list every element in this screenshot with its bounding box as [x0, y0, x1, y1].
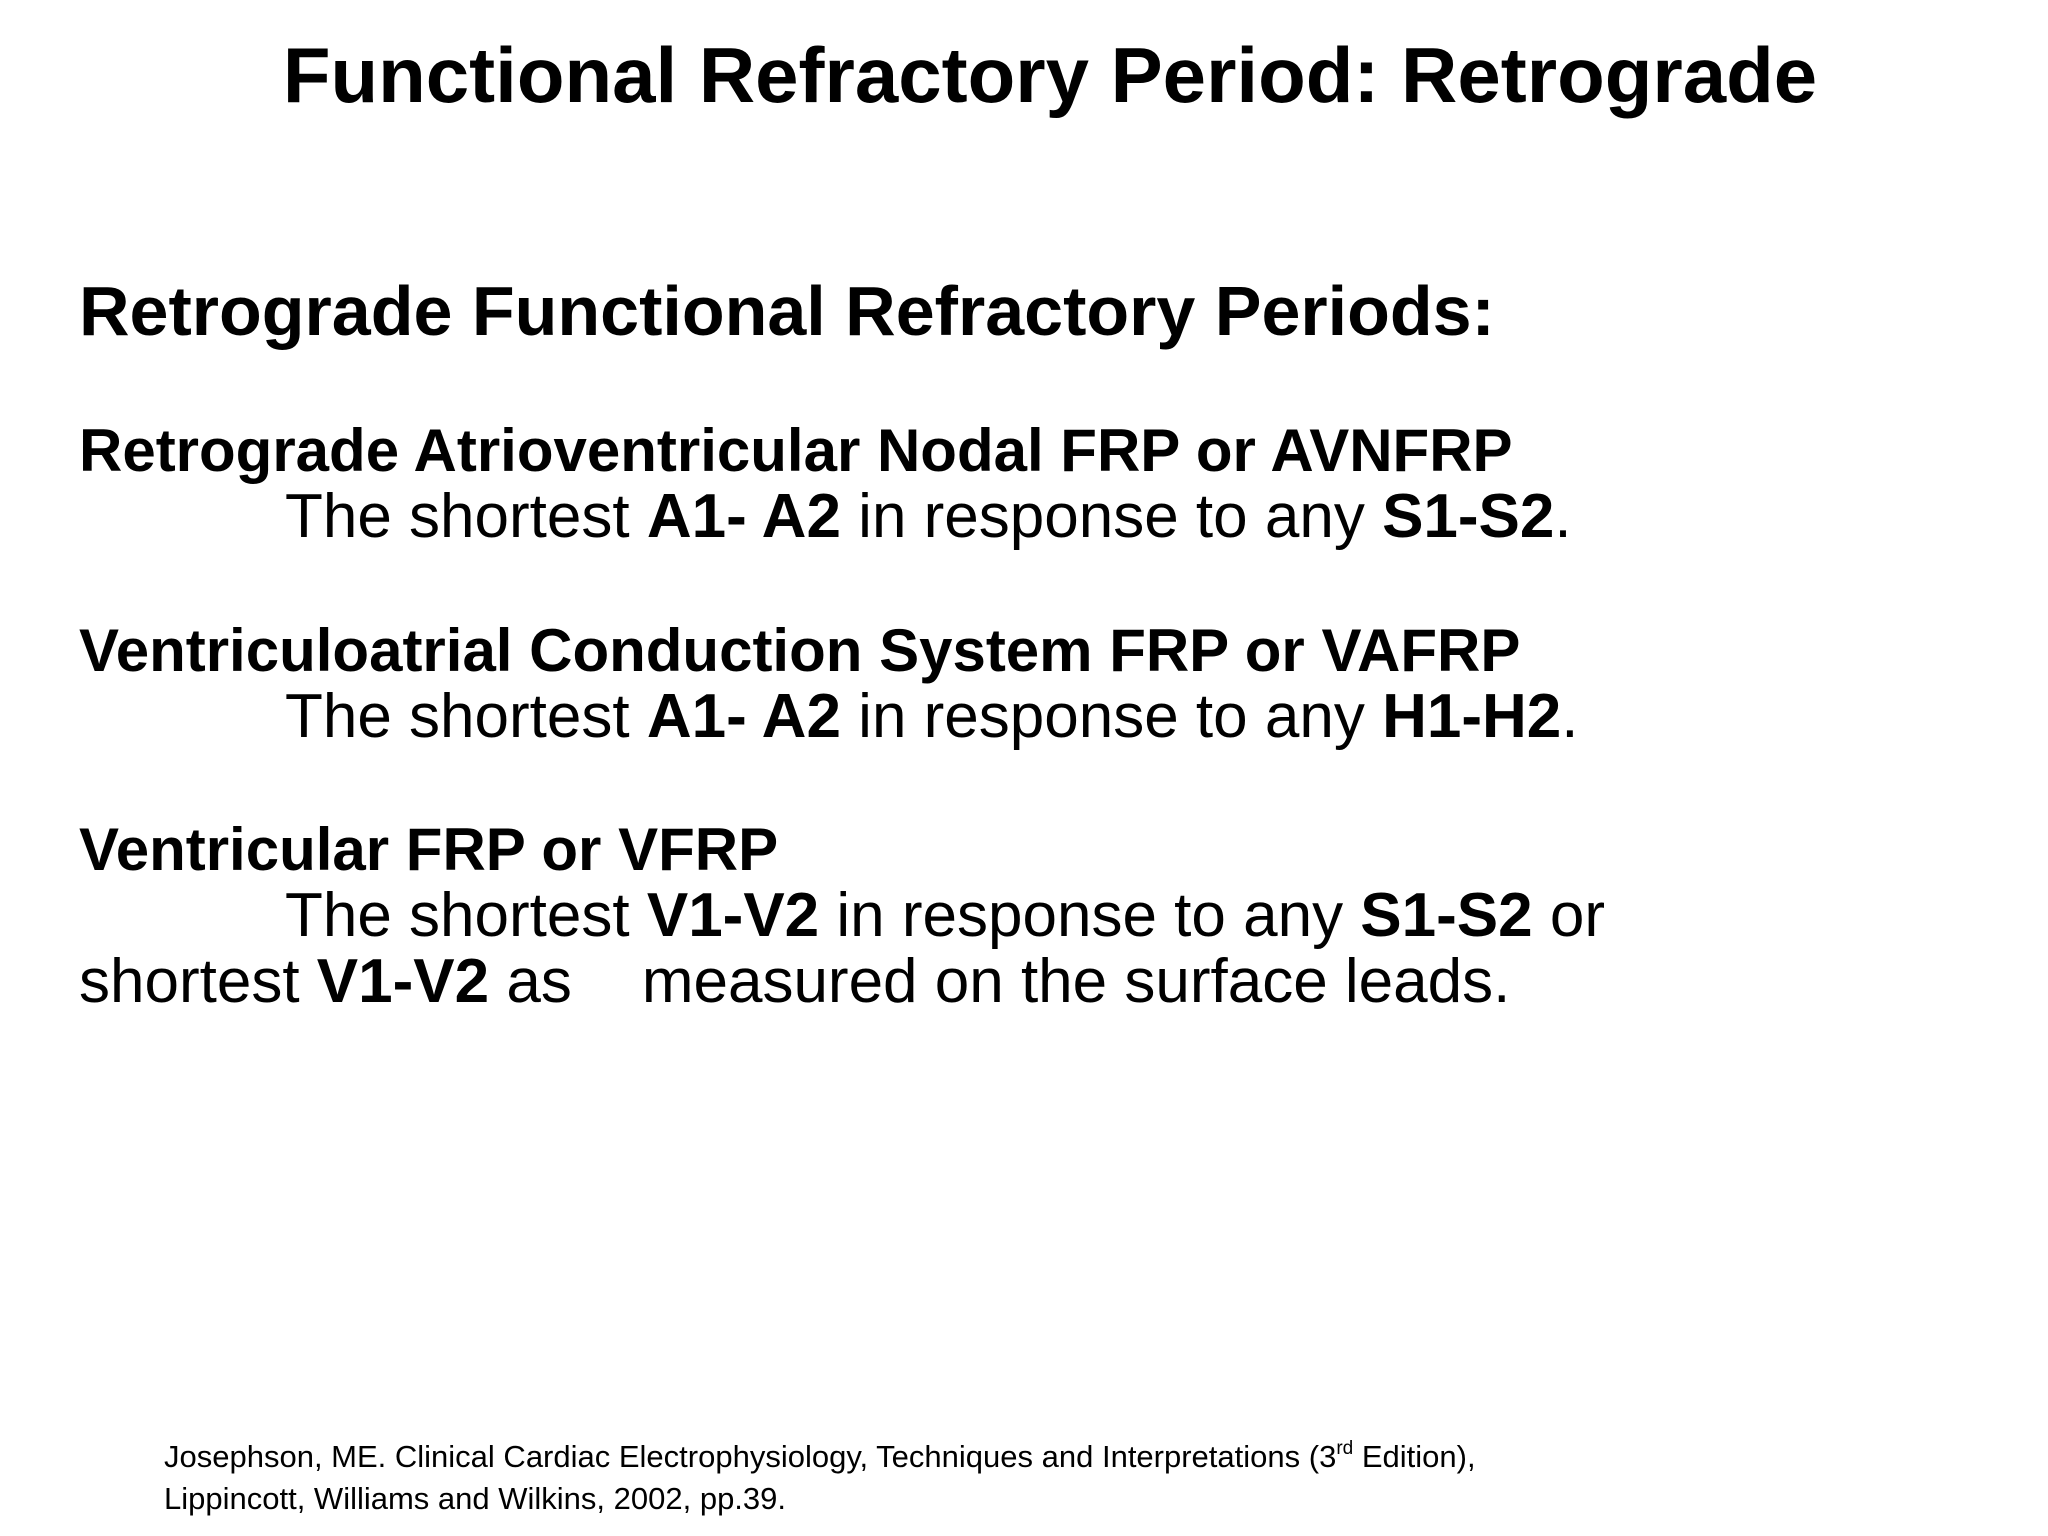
- description-text: The shortest: [285, 881, 630, 950]
- description-text: in response to any: [836, 881, 1344, 950]
- description-text: as: [506, 947, 572, 1016]
- interval-measured: V1-V2: [646, 881, 820, 950]
- reference-text: Edition),: [1353, 1439, 1476, 1474]
- reference-line-2: Lippincott, Williams and Wilkins, 2002, pp.39.: [164, 1481, 787, 1516]
- definition-description: [79, 684, 1979, 750]
- definition-vfrp: [79, 817, 1979, 1015]
- stimulus-interval: H1-H2: [1382, 682, 1562, 751]
- sentence-end: .: [1561, 682, 1579, 751]
- description-text: in response to any: [858, 682, 1365, 751]
- reference-line-1: [164, 1436, 1476, 1478]
- definition-description-continued: [79, 949, 1979, 1015]
- definition-description: [79, 484, 1979, 550]
- ordinal-suffix: rd: [1336, 1438, 1354, 1459]
- description-text: or: [1549, 881, 1605, 950]
- sentence-end: .: [1554, 482, 1572, 551]
- description-text: The shortest: [285, 482, 630, 551]
- slide-title: Functional Refractory Period: Retrograde: [282, 31, 1818, 119]
- definition-avnfrp: [79, 418, 1979, 550]
- interval-measured: A1- A2: [646, 682, 841, 751]
- description-text: measured on the surface leads.: [641, 947, 1511, 1016]
- definition-term: Retrograde Atrioventricular Nodal FRP or AVNFRP: [79, 417, 1513, 484]
- definition-description: [79, 883, 1979, 949]
- stimulus-interval: S1-S2: [1360, 881, 1533, 950]
- definition-term: Ventricular FRP or VFRP: [79, 816, 779, 883]
- definition-term: Ventriculoatrial Conduction System FRP or VAFRP: [79, 617, 1521, 684]
- description-text: shortest: [79, 947, 300, 1016]
- stimulus-interval: S1-S2: [1382, 482, 1555, 551]
- section-heading: Retrograde Functional Refractory Periods:: [79, 272, 1495, 350]
- definition-vafrp: [79, 618, 1979, 750]
- reference-citation: [164, 1436, 1476, 1520]
- interval-measured: V1-V2: [316, 947, 490, 1016]
- description-text: in response to any: [858, 482, 1365, 551]
- interval-measured: A1- A2: [646, 482, 841, 551]
- description-text: The shortest: [285, 682, 630, 751]
- reference-text: Josephson, ME. Clinical Cardiac Electrophysiology, Techniques and Interpretations (3: [164, 1439, 1337, 1474]
